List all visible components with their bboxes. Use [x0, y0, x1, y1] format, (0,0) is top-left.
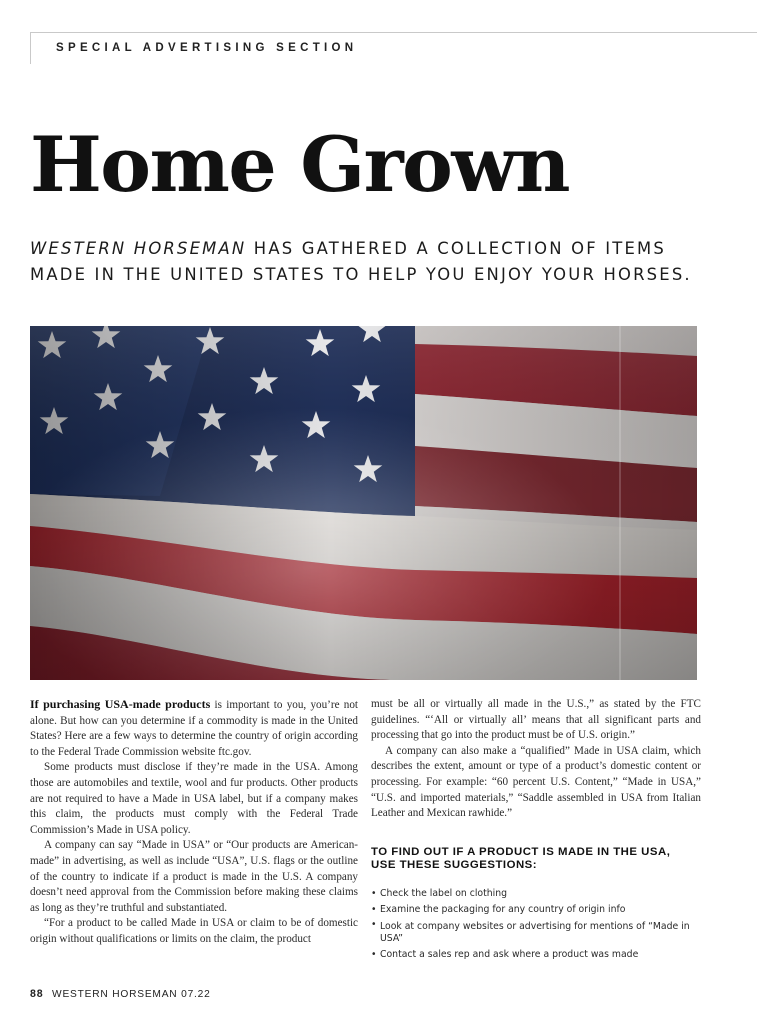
header-rule [30, 32, 757, 33]
tip-item: • Look at company websites or advertising for mentions of “Made in USA” [371, 919, 701, 947]
paragraph-text: is important to you, you’re not alone. But how can you determine if a commodity is made in the United States? Here are a few ways to determine the country of origin according to the Federal Trade Commission website ftc.gov. [30, 699, 359, 758]
page-number: 88 [30, 988, 44, 1000]
article-title: Home Grown [30, 120, 570, 209]
body-column-right [371, 697, 701, 822]
body-paragraph [30, 697, 358, 760]
page-footer [30, 988, 211, 1000]
tips-heading-line-2: USE THESE SUGGESTIONS: [371, 859, 538, 872]
tip-item: • Examine the packaging for any country of origin info [371, 902, 701, 918]
tips-heading [371, 846, 731, 873]
article-deck [30, 236, 730, 287]
body-paragraph: A company can also make a “qualified” Made in USA claim, which describes the extent, amount or type of a product’s domestic content or processing. For example: “60 percent U.S. Content,” “Made in USA,” “U.S. and imported materials,” “Saddle assembled in USA from Italian Leather and Mexican rawhide.” [371, 744, 701, 820]
body-paragraph: “For a product to be called Made in USA or claim to be of domestic origin without qualifications or limits on the claim, the product [30, 917, 358, 945]
tip-item: • Contact a sales rep and ask where a product was made [371, 947, 701, 963]
hero-photo-american-flag [30, 326, 697, 680]
deck-magazine-name: WESTERN HORSEMAN [30, 239, 247, 258]
american-flag-illustration [30, 326, 697, 680]
tips-list [371, 886, 701, 964]
header-rule-tick [30, 32, 31, 64]
deck-line-1 [30, 236, 730, 262]
tip-item: • Check the label on clothing [371, 886, 701, 902]
lead-in: If purchasing USA-made products [30, 697, 211, 711]
tips-heading-line-1: TO FIND OUT IF A PRODUCT IS MADE IN THE USA, [371, 846, 671, 858]
body-paragraph: Some products must disclose if they’re made in the USA. Among those are automobiles and textile, wool and fur products. Other products are not required to have a Made in USA label, but if a company makes this claim, the products must comply with the Federal Trade Commission’s Made in USA policy. [30, 761, 358, 836]
body-paragraph-continued: must be all or virtually all made in the U.S.,” as stated by the FTC guidelines. “‘All or virtually all’ means that all significant parts and processing that go into the product must be of U.S. origin.” [371, 698, 701, 742]
body-paragraph: A company can say “Made in USA” or “Our products are American-made” in advertising, as well as include “USA”, U.S. flags or the outline of the country to indicate if a product is made in the U.S. A company doesn’t need approval from the Commission before making these claims as long as they’re truthful and substantiated. [30, 839, 358, 914]
body-column-left [30, 697, 358, 948]
deck-line-1-text: HAS GATHERED A COLLECTION OF ITEMS [246, 239, 667, 258]
section-label: SPECIAL ADVERTISING SECTION [56, 42, 358, 54]
publication-name: WESTERN HORSEMAN [52, 989, 178, 1000]
issue-date: 07.22 [181, 989, 211, 1000]
deck-line-2: MADE IN THE UNITED STATES TO HELP YOU ENJOY YOUR HORSES. [30, 264, 692, 284]
